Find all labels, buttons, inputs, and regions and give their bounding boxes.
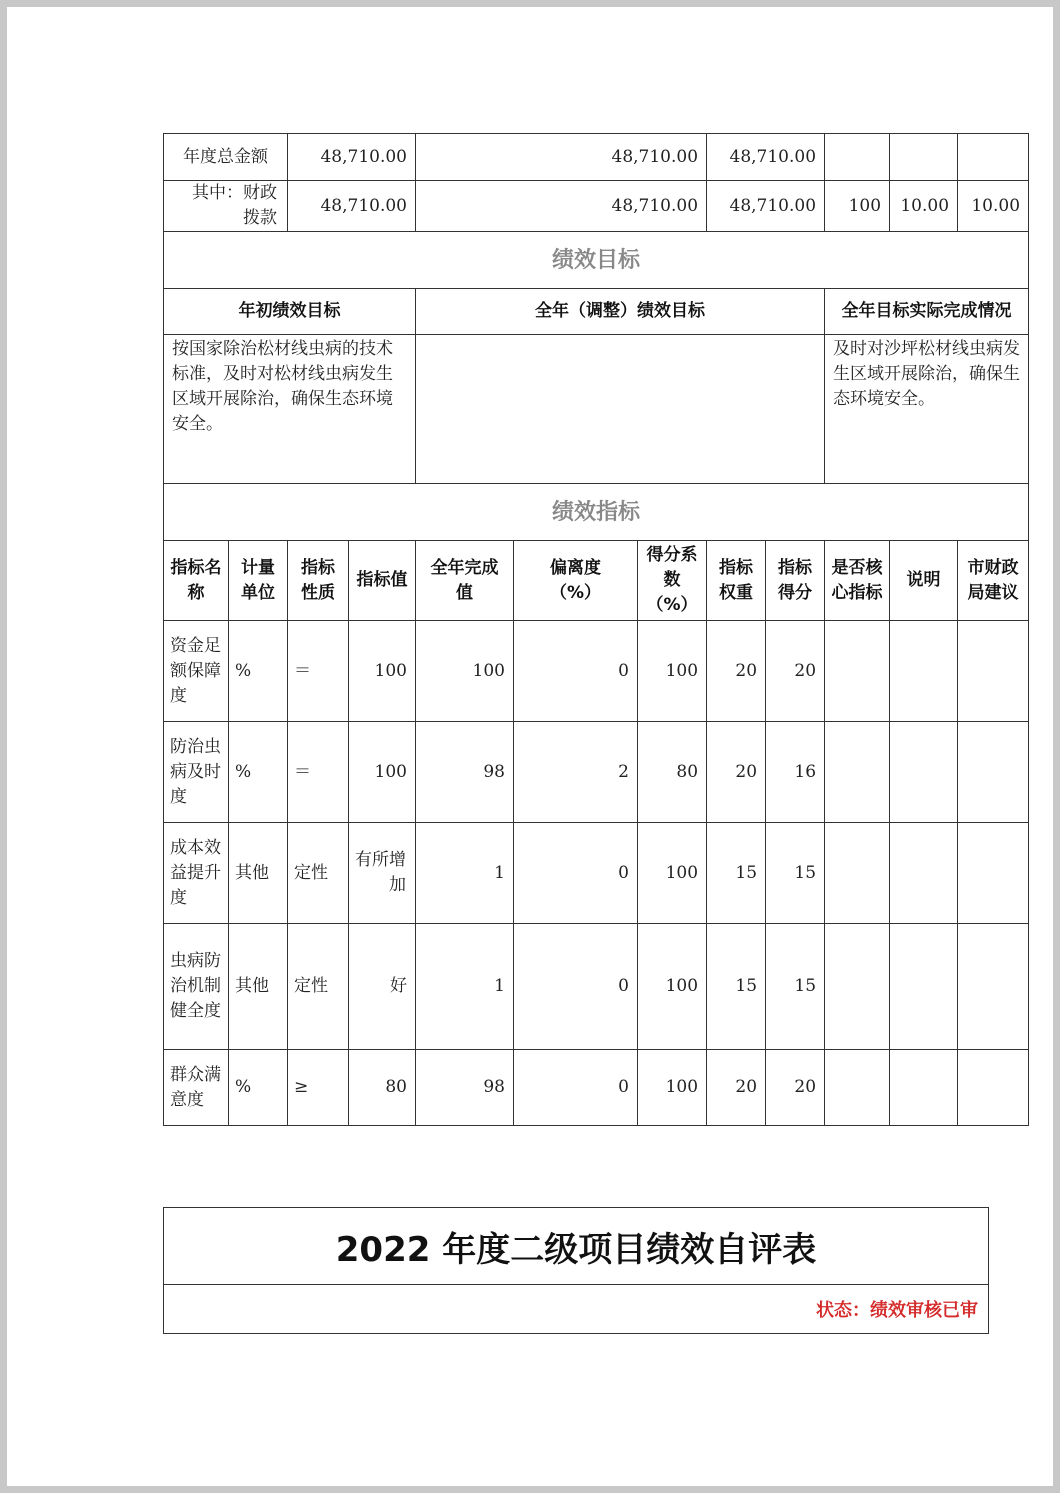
indicator-coefficient: 100 bbox=[638, 1050, 707, 1126]
indicator-deviation: 0 bbox=[514, 1050, 638, 1126]
budget-cell: 48,710.00 bbox=[416, 181, 707, 232]
header-advice: 市财政局建议 bbox=[958, 541, 1029, 621]
indicator-row bbox=[164, 924, 1029, 1050]
form-title: 2022 年度二级项目绩效自评表 bbox=[164, 1208, 988, 1285]
indicator-target: 100 bbox=[349, 722, 416, 823]
indicator-target: 100 bbox=[349, 621, 416, 722]
indicator-nature: ≥ bbox=[288, 1050, 349, 1126]
indicator-actual: 98 bbox=[416, 1050, 514, 1126]
indicator-row bbox=[164, 722, 1029, 823]
indicator-unit: 其他 bbox=[229, 924, 288, 1050]
header-actual: 全年完成值 bbox=[416, 541, 514, 621]
indicator-unit: 其他 bbox=[229, 823, 288, 924]
indicator-deviation: 0 bbox=[514, 924, 638, 1050]
header-target: 指标值 bbox=[349, 541, 416, 621]
indicator-core bbox=[825, 722, 890, 823]
indicator-advice bbox=[958, 722, 1029, 823]
indicator-name: 虫病防治机制健全度 bbox=[164, 924, 229, 1050]
budget-cell bbox=[958, 134, 1029, 181]
indicator-note bbox=[890, 722, 958, 823]
indicator-core bbox=[825, 924, 890, 1050]
indicator-nature: ＝ bbox=[288, 722, 349, 823]
indicator-name: 资金足额保障度 bbox=[164, 621, 229, 722]
goal-adjusted-text bbox=[416, 335, 825, 484]
indicator-nature: 定性 bbox=[288, 823, 349, 924]
budget-cell: 48,710.00 bbox=[707, 181, 825, 232]
indicator-name: 群众满意度 bbox=[164, 1050, 229, 1126]
indicator-weight: 20 bbox=[707, 722, 766, 823]
form-title-box bbox=[163, 1207, 989, 1334]
indicator-score: 20 bbox=[766, 621, 825, 722]
budget-cell bbox=[890, 134, 958, 181]
indicator-note bbox=[890, 621, 958, 722]
header-nature: 指标性质 bbox=[288, 541, 349, 621]
indicator-advice bbox=[958, 924, 1029, 1050]
indicator-score: 15 bbox=[766, 823, 825, 924]
goals-content-row bbox=[164, 335, 1029, 484]
indicator-deviation: 2 bbox=[514, 722, 638, 823]
goal-actual-text: 及时对沙坪松材线虫病发生区域开展除治，确保生态环境安全。 bbox=[825, 335, 1029, 484]
indicator-nature: 定性 bbox=[288, 924, 349, 1050]
indicator-unit: % bbox=[229, 1050, 288, 1126]
indicator-actual: 98 bbox=[416, 722, 514, 823]
budget-row-fiscal bbox=[164, 181, 1029, 232]
performance-table bbox=[163, 133, 1029, 1126]
budget-cell: 10.00 bbox=[958, 181, 1029, 232]
indicator-actual: 1 bbox=[416, 924, 514, 1050]
indicator-coefficient: 100 bbox=[638, 924, 707, 1050]
goals-header-row bbox=[164, 289, 1029, 335]
indicator-coefficient: 80 bbox=[638, 722, 707, 823]
budget-cell: 100 bbox=[825, 181, 890, 232]
indicator-nature: ＝ bbox=[288, 621, 349, 722]
indicator-core bbox=[825, 621, 890, 722]
header-deviation: 偏离度（%） bbox=[514, 541, 638, 621]
header-score: 指标得分 bbox=[766, 541, 825, 621]
indicators-section-row bbox=[164, 484, 1029, 541]
review-status: 状态：绩效审核已审 bbox=[816, 1300, 978, 1321]
budget-cell bbox=[825, 134, 890, 181]
goals-section-title: 绩效目标 bbox=[164, 232, 1029, 289]
header-core: 是否核心指标 bbox=[825, 541, 890, 621]
indicator-actual: 1 bbox=[416, 823, 514, 924]
indicator-actual: 100 bbox=[416, 621, 514, 722]
budget-cell: 48,710.00 bbox=[288, 134, 416, 181]
goal-initial-text: 按国家除治松材线虫病的技术标准，及时对松材线虫病发生区域开展除治，确保生态环境安全。 bbox=[164, 335, 416, 484]
indicator-row bbox=[164, 1050, 1029, 1126]
budget-cell: 48,710.00 bbox=[288, 181, 416, 232]
indicators-header-row bbox=[164, 541, 1029, 621]
indicator-row bbox=[164, 823, 1029, 924]
goals-header-initial: 年初绩效目标 bbox=[164, 289, 416, 335]
indicator-coefficient: 100 bbox=[638, 621, 707, 722]
indicator-weight: 20 bbox=[707, 1050, 766, 1126]
indicator-row bbox=[164, 621, 1029, 722]
indicator-unit: % bbox=[229, 621, 288, 722]
indicator-note bbox=[890, 1050, 958, 1126]
budget-label-line2: 拨款 bbox=[243, 208, 277, 228]
budget-cell: 48,710.00 bbox=[416, 134, 707, 181]
indicators-section-title: 绩效指标 bbox=[164, 484, 1029, 541]
indicator-deviation: 0 bbox=[514, 823, 638, 924]
header-indicator-name: 指标名称 bbox=[164, 541, 229, 621]
indicator-name: 防治虫病及时度 bbox=[164, 722, 229, 823]
indicator-unit: % bbox=[229, 722, 288, 823]
indicator-deviation: 0 bbox=[514, 621, 638, 722]
header-unit: 计量单位 bbox=[229, 541, 288, 621]
indicator-score: 15 bbox=[766, 924, 825, 1050]
indicator-score: 20 bbox=[766, 1050, 825, 1126]
indicator-name: 成本效益提升度 bbox=[164, 823, 229, 924]
header-note: 说明 bbox=[890, 541, 958, 621]
indicator-target: 80 bbox=[349, 1050, 416, 1126]
budget-cell: 10.00 bbox=[890, 181, 958, 232]
budget-label-line1: 其中：财政 bbox=[192, 183, 277, 203]
goals-header-adjusted: 全年（调整）绩效目标 bbox=[416, 289, 825, 335]
indicator-weight: 20 bbox=[707, 621, 766, 722]
indicator-advice bbox=[958, 621, 1029, 722]
indicator-note bbox=[890, 924, 958, 1050]
indicator-coefficient: 100 bbox=[638, 823, 707, 924]
header-coefficient: 得分系数（%） bbox=[638, 541, 707, 621]
budget-label: 年度总金额 bbox=[164, 134, 288, 181]
indicator-core bbox=[825, 1050, 890, 1126]
budget-cell: 48,710.00 bbox=[707, 134, 825, 181]
budget-label bbox=[164, 181, 288, 232]
indicator-note bbox=[890, 823, 958, 924]
indicator-score: 16 bbox=[766, 722, 825, 823]
indicator-advice bbox=[958, 1050, 1029, 1126]
header-weight: 指标权重 bbox=[707, 541, 766, 621]
goals-header-actual: 全年目标实际完成情况 bbox=[825, 289, 1029, 335]
indicator-target: 好 bbox=[349, 924, 416, 1050]
indicator-target: 有所增加 bbox=[349, 823, 416, 924]
budget-row-total bbox=[164, 134, 1029, 181]
indicator-core bbox=[825, 823, 890, 924]
goals-section-row bbox=[164, 232, 1029, 289]
indicator-weight: 15 bbox=[707, 924, 766, 1050]
indicator-advice bbox=[958, 823, 1029, 924]
indicator-weight: 15 bbox=[707, 823, 766, 924]
